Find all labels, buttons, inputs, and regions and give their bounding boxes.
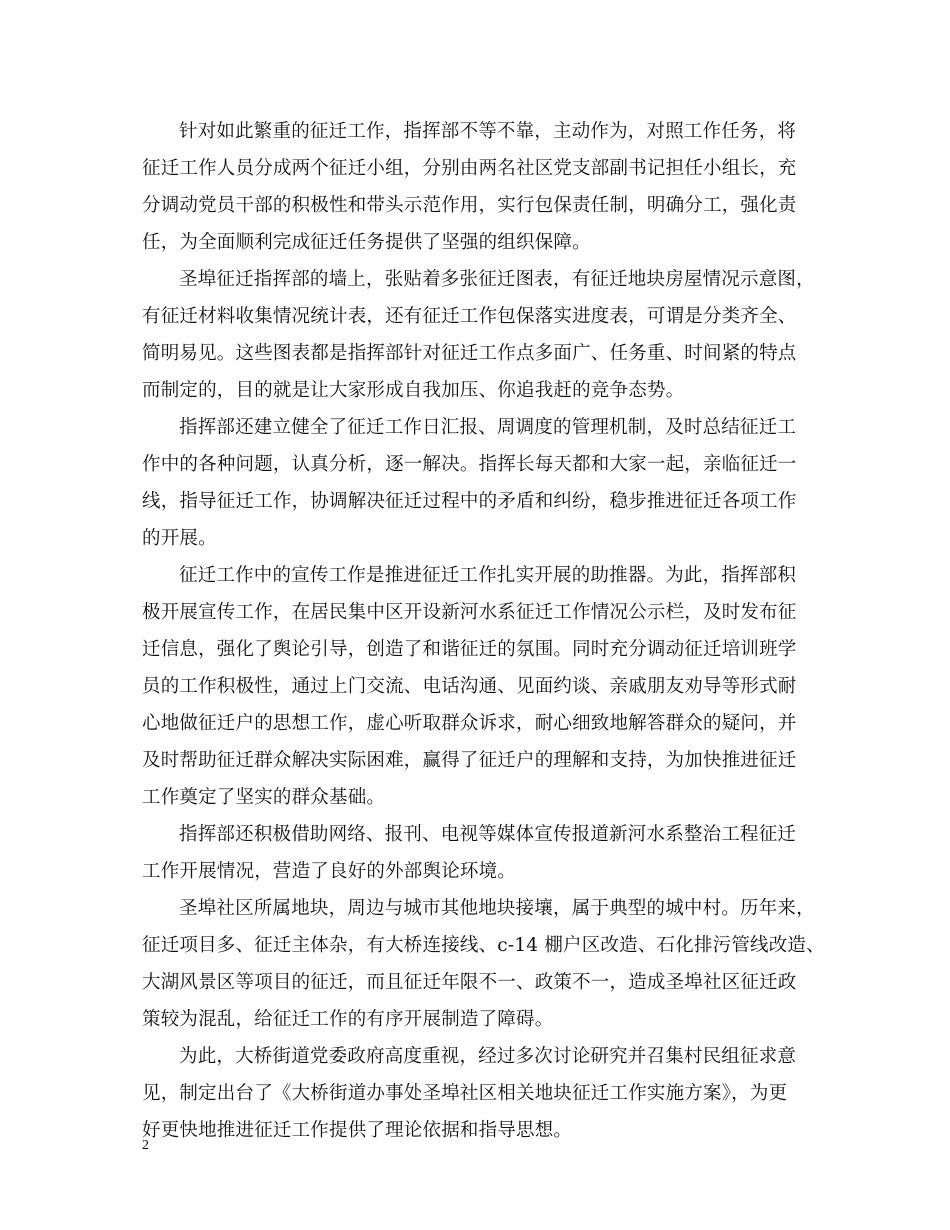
text-line: 心地做征迁户的思想工作，虚心听取群众诉求，耐心细致地解答群众的疑问，并 <box>142 713 797 734</box>
text-line: 为此，大桥街道党委政府高度重视，经过多次讨论研究并召集村民组征求意 <box>179 1046 797 1067</box>
paragraph-5 <box>142 816 822 890</box>
text-line: 工作开展情况，营造了良好的外部舆论环境。 <box>142 861 517 882</box>
text-line: 的开展。 <box>142 528 217 549</box>
text-line: 针对如此繁重的征迁工作，指挥部不等不靠，主动作为，对照工作任务，将 <box>179 121 797 142</box>
paragraph-6 <box>142 890 825 1038</box>
text-line: 简明易见。这些图表都是指挥部针对征迁工作点多面广、任务重、时间紧的特点 <box>142 343 797 364</box>
text-line: 好更快地推进征迁工作提供了理论依据和指导思想。 <box>142 1120 573 1141</box>
text-line: 及时帮助征迁群众解决实际困难，赢得了征迁户的理解和支持，为加快推进征迁 <box>142 750 797 771</box>
text-line: 线，指导征迁工作，协调解决征迁过程中的矛盾和纠纷，稳步推进征迁各项工作 <box>142 491 797 512</box>
paragraph-3 <box>142 409 822 557</box>
text-line: 员的工作积极性，通过上门交流、电话沟通、见面约谈、亲戚朋友劝导等形式耐 <box>142 676 797 697</box>
paragraph-2 <box>142 261 822 409</box>
text-line: 而制定的，目的就是让大家形成自我加压、你追我赶的竞争态势。 <box>142 380 685 401</box>
text-line: 分调动党员干部的积极性和带头示范作用，实行包保责任制，明确分工，强化责 <box>142 195 797 216</box>
page-number: 2 <box>142 1138 149 1153</box>
paragraph-1 <box>142 113 822 261</box>
text-line: 任，为全面顺利完成征迁任务提供了坚强的组织保障。 <box>142 232 591 253</box>
text-line: 工作奠定了坚实的群众基础。 <box>142 787 386 808</box>
text-line: 指挥部还建立健全了征迁工作日汇报、周调度的管理机制，及时总结征迁工 <box>179 417 797 438</box>
text-line: 见，制定出台了《大桥街道办事处圣埠社区相关地块征迁工作实施方案》，为更 <box>142 1083 788 1104</box>
text-line: 策较为混乱，给征迁工作的有序开展制造了障碍。 <box>142 1009 554 1030</box>
document-body <box>142 113 825 1149</box>
text-line: 征迁工作人员分成两个征迁小组，分别由两名社区党支部副书记担任小组长，充 <box>142 158 797 179</box>
paragraph-4 <box>142 557 822 816</box>
text-line: 极开展宣传工作，在居民集中区开设新河水系征迁工作情况公示栏，及时发布征 <box>142 602 797 623</box>
text-line: 征迁项目多、征迁主体杂，有大桥连接线、c-14 棚户区改造、石化排污管线改造、 <box>142 935 825 956</box>
text-line: 指挥部还积极借助网络、报刊、电视等媒体宣传报道新河水系整治工程征迁 <box>179 824 797 845</box>
text-line: 圣埠征迁指挥部的墙上，张贴着多张征迁图表，有征迁地块房屋情况示意图， <box>179 269 815 290</box>
text-line: 作中的各种问题，认真分析，逐一解决。指挥长每天都和大家一起，亲临征迁一 <box>142 454 797 475</box>
text-line: 大湖风景区等项目的征迁，而且征迁年限不一、政策不一，造成圣埠社区征迁政 <box>142 972 797 993</box>
text-line: 有征迁材料收集情况统计表，还有征迁工作包保落实进度表，可谓是分类齐全、 <box>142 306 797 327</box>
text-line: 征迁工作中的宣传工作是推进征迁工作扎实开展的助推器。为此，指挥部积 <box>179 565 797 586</box>
text-line: 圣埠社区所属地块，周边与城市其他地块接壤，属于典型的城中村。历年来， <box>179 898 815 919</box>
paragraph-7 <box>142 1038 822 1149</box>
text-line: 迁信息，强化了舆论引导，创造了和谐征迁的氛围。同时充分调动征迁培训班学 <box>142 639 797 660</box>
